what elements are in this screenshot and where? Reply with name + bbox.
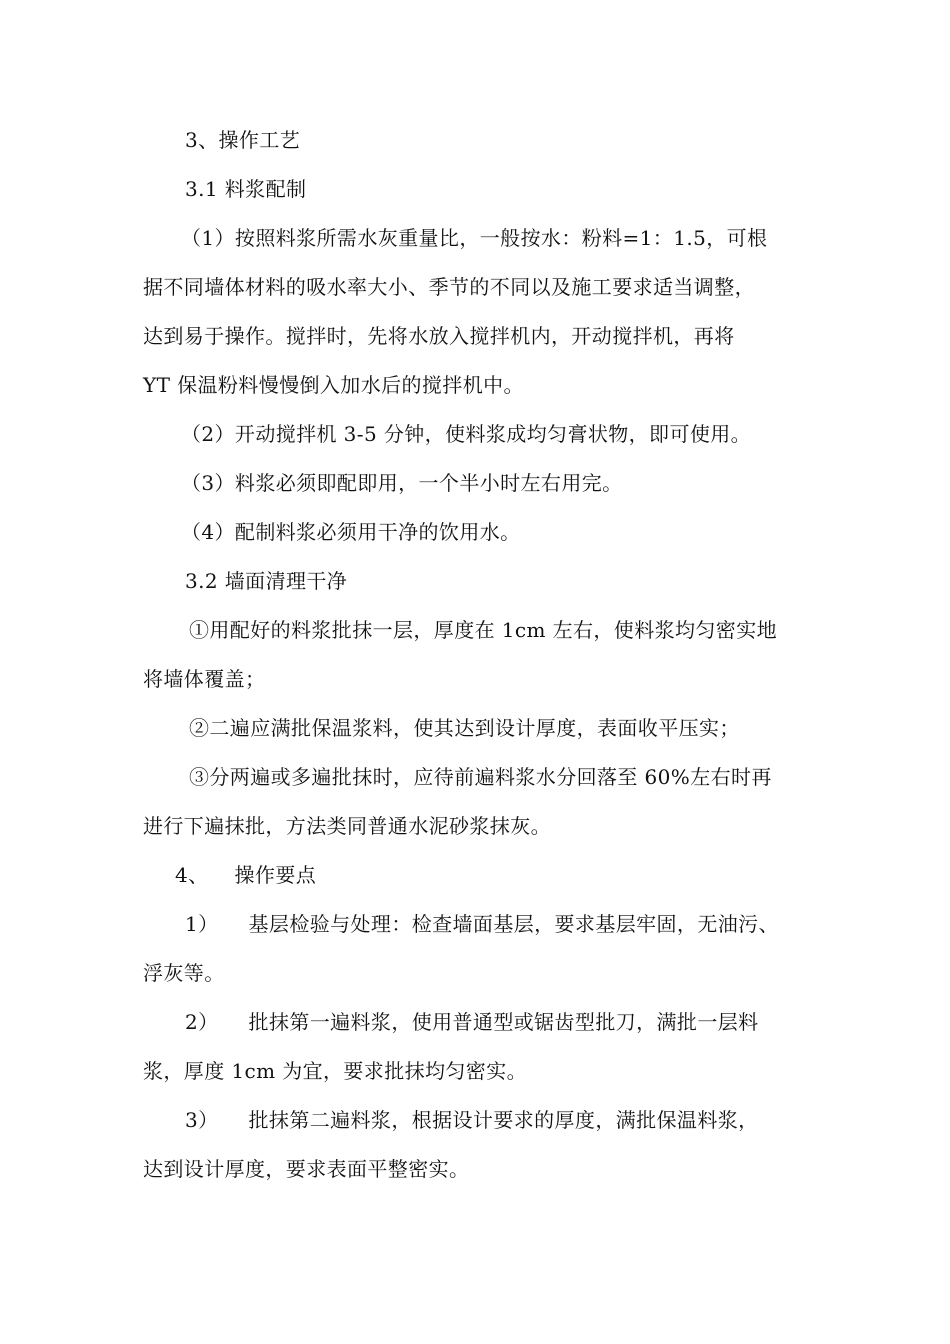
paragraph-3: （3）料浆必须即配即用，一个半小时左右用完。 xyxy=(181,471,623,495)
step-3-line-2: 进行下遍抹批，方法类同普通水泥砂浆抹灰。 xyxy=(143,814,551,838)
paragraph-2: （2）开动搅拌机 3-5 分钟，使料浆成均匀膏状物，即可使用。 xyxy=(181,422,752,446)
item-1-number: 1） xyxy=(185,912,219,936)
paragraph-1-line-1: （1）按照料浆所需水灰重量比，一般按水：粉料=1：1.5，可根 xyxy=(181,226,768,250)
item-2-number: 2） xyxy=(185,1010,219,1034)
item-3-number: 3） xyxy=(185,1108,219,1132)
step-2: ②二遍应满批保温浆料，使其达到设计厚度，表面收平压实； xyxy=(189,716,740,740)
subsection-3-1-heading: 3.1 料浆配制 xyxy=(185,177,307,201)
item-3-text: 批抹第二遍料浆，根据设计要求的厚度，满批保温料浆， xyxy=(248,1108,759,1132)
section-3-heading: 3、操作工艺 xyxy=(185,128,301,152)
item-3-line-2: 达到设计厚度，要求表面平整密实。 xyxy=(143,1157,470,1181)
step-3-line-1: ③分两遍或多遍批抹时，应待前遍料浆水分回落至 60%左右时再 xyxy=(189,765,772,789)
item-2-line-1 xyxy=(143,998,811,1047)
section-4-title: 操作要点 xyxy=(234,863,317,887)
paragraph-1-line-2: 据不同墙体材料的吸水率大小、季节的不同以及施工要求适当调整， xyxy=(143,275,755,299)
paragraph-4: （4）配制料浆必须用干净的饮用水。 xyxy=(181,520,521,544)
paragraph-1-line-3: 达到易于操作。搅拌时，先将水放入搅拌机内，开动搅拌机，再将 xyxy=(143,324,735,348)
section-4-heading xyxy=(143,851,811,900)
item-2-text: 批抹第一遍料浆，使用普通型或锯齿型批刀，满批一层料 xyxy=(248,1010,759,1034)
section-4-number: 4、 xyxy=(175,863,209,887)
item-1-line-1 xyxy=(143,900,811,949)
subsection-3-2-heading: 3.2 墙面清理干净 xyxy=(185,569,348,593)
item-1-text: 基层检验与处理：检查墙面基层，要求基层牢固，无油污、 xyxy=(248,912,779,936)
item-3-line-1 xyxy=(143,1096,811,1145)
document-body xyxy=(143,116,811,1194)
item-2-line-2: 浆，厚度 1cm 为宜，要求批抹均匀密实。 xyxy=(143,1059,528,1083)
step-1-line-2: 将墙体覆盖； xyxy=(143,667,266,691)
paragraph-1-line-4: YT 保温粉料慢慢倒入加水后的搅拌机中。 xyxy=(143,373,524,397)
step-1-line-1: ①用配好的料浆批抹一层，厚度在 1cm 左右，使料浆均匀密实地 xyxy=(189,618,778,642)
item-1-line-2: 浮灰等。 xyxy=(143,961,225,985)
